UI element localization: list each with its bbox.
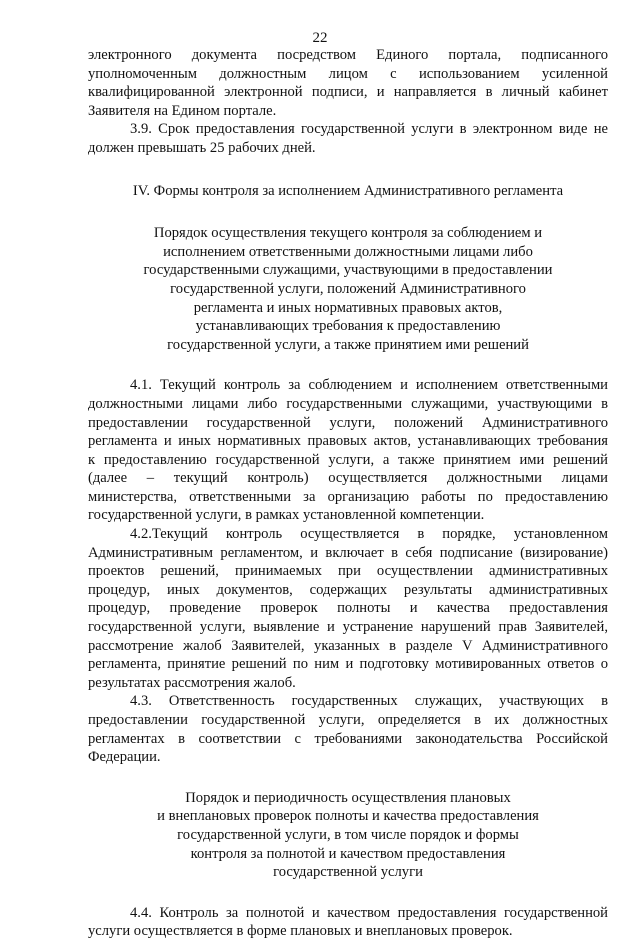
text-line: Федерации. <box>88 749 161 766</box>
text-line: процедур, иных документов, содержащих результаты административных <box>88 581 608 598</box>
text-line: электронного документа посредством Единого портала, подписанного <box>88 47 608 63</box>
heading-line: устанавливающих требования к предоставлению <box>195 318 501 335</box>
paragraph-4-4 <box>88 904 608 941</box>
text-line: результатах рассмотрения жалоб. <box>88 674 296 691</box>
heading-line: государственной услуги, в том числе порядок и формы <box>177 826 519 843</box>
text-line: проектов решений, принимаемых при осуществлении административных <box>88 563 608 580</box>
text-line: 4.1. Текущий контроль за соблюдением и исполнением ответственными <box>130 377 608 394</box>
text-line: предоставлении государственной услуги, определяется в их должностных <box>88 712 608 728</box>
text-line: регламента и иных нормативных правовых актов, устанавливающих требования <box>88 433 608 450</box>
heading-line: государственной услуги, а также принятием ими решений <box>167 336 529 353</box>
text-line: 3.9. Срок предоставления государственной услуги в электронном виде не <box>130 121 608 138</box>
page-number: 22 <box>312 30 328 46</box>
paragraph-3-9 <box>88 120 608 157</box>
text-line: предоставлении государственной услуги, положений Административного <box>88 414 608 431</box>
text-line: процедур, проведение проверок полноты и качества предоставления <box>88 600 608 617</box>
heading-line: исполнением ответственными должностными лицами либо <box>163 243 533 260</box>
text-line: Заявителя на Едином портале. <box>88 102 277 119</box>
heading-line: контроля за полнотой и качеством предоставления <box>190 845 506 862</box>
paragraph-4-3 <box>88 692 608 766</box>
text-line: должен превышать 25 рабочих дней. <box>88 139 316 156</box>
text-line: 4.2.Текущий контроль осуществляется в порядке, установленном <box>130 526 608 543</box>
section-heading: IV. Формы контроля за исполнением Административного регламента <box>132 182 564 199</box>
text-line: 4.3. Ответственность государственных служащих, участвующих в <box>130 693 608 710</box>
subheading-inspections <box>88 789 608 882</box>
text-line: (далее – текущий контроль) осуществляется должностными лицами <box>88 470 608 487</box>
text-line: регламента, принятие решений по ним и подготовку мотивированных ответов о <box>88 656 608 673</box>
heading-line: государственными служащими, участвующими в предоставлении <box>143 262 553 279</box>
text-line: регламентах в соответствии с требованиями законодательства Российской <box>88 730 608 747</box>
text-line: квалифицированной электронной подписи, и направляется в личный кабинет <box>88 84 608 101</box>
paragraph-4-2 <box>88 525 608 692</box>
text-line: 4.4. Контроль за полнотой и качеством предоставления государственной <box>130 904 608 921</box>
paragraph-4-1 <box>88 376 608 525</box>
heading-line: государственной услуги, положений Административного <box>170 280 526 297</box>
text-line: государственной услуги, в рамках установленной компетенции. <box>88 507 485 524</box>
heading-line: регламента и иных нормативных правовых актов, <box>193 299 503 316</box>
text-line: уполномоченным должностным лицом с использованием усиленной <box>88 65 608 82</box>
subheading-current-control <box>88 224 608 354</box>
page-content <box>88 46 608 941</box>
text-line: должностными лицами либо государственными служащими, участвующими в <box>88 395 608 412</box>
text-line: услуги осуществляется в форме плановых и внеплановых проверок. <box>88 923 513 940</box>
paragraph-top <box>88 46 608 120</box>
text-line: Административным регламентом, и включает в себя подписание (визирование) <box>88 544 608 561</box>
text-line: государственной услуги, выявление и устранение нарушений прав Заявителей, <box>88 619 608 636</box>
text-line: рассмотрение жалоб Заявителей, указанных в разделе V Административного <box>88 637 608 654</box>
text-line: министерства, ответственными за организацию работы по предоставлению <box>88 488 608 505</box>
text-line: к предоставлению государственной услуги, а также принятием ими решений <box>88 451 608 468</box>
heading-line: Порядок осуществления текущего контроля за соблюдением и <box>153 225 543 242</box>
heading-line: государственной услуги <box>273 864 423 881</box>
heading-line: и внеплановых проверок полноты и качества предоставления <box>157 808 539 825</box>
heading-line: Порядок и периодичность осуществления плановых <box>185 789 511 806</box>
